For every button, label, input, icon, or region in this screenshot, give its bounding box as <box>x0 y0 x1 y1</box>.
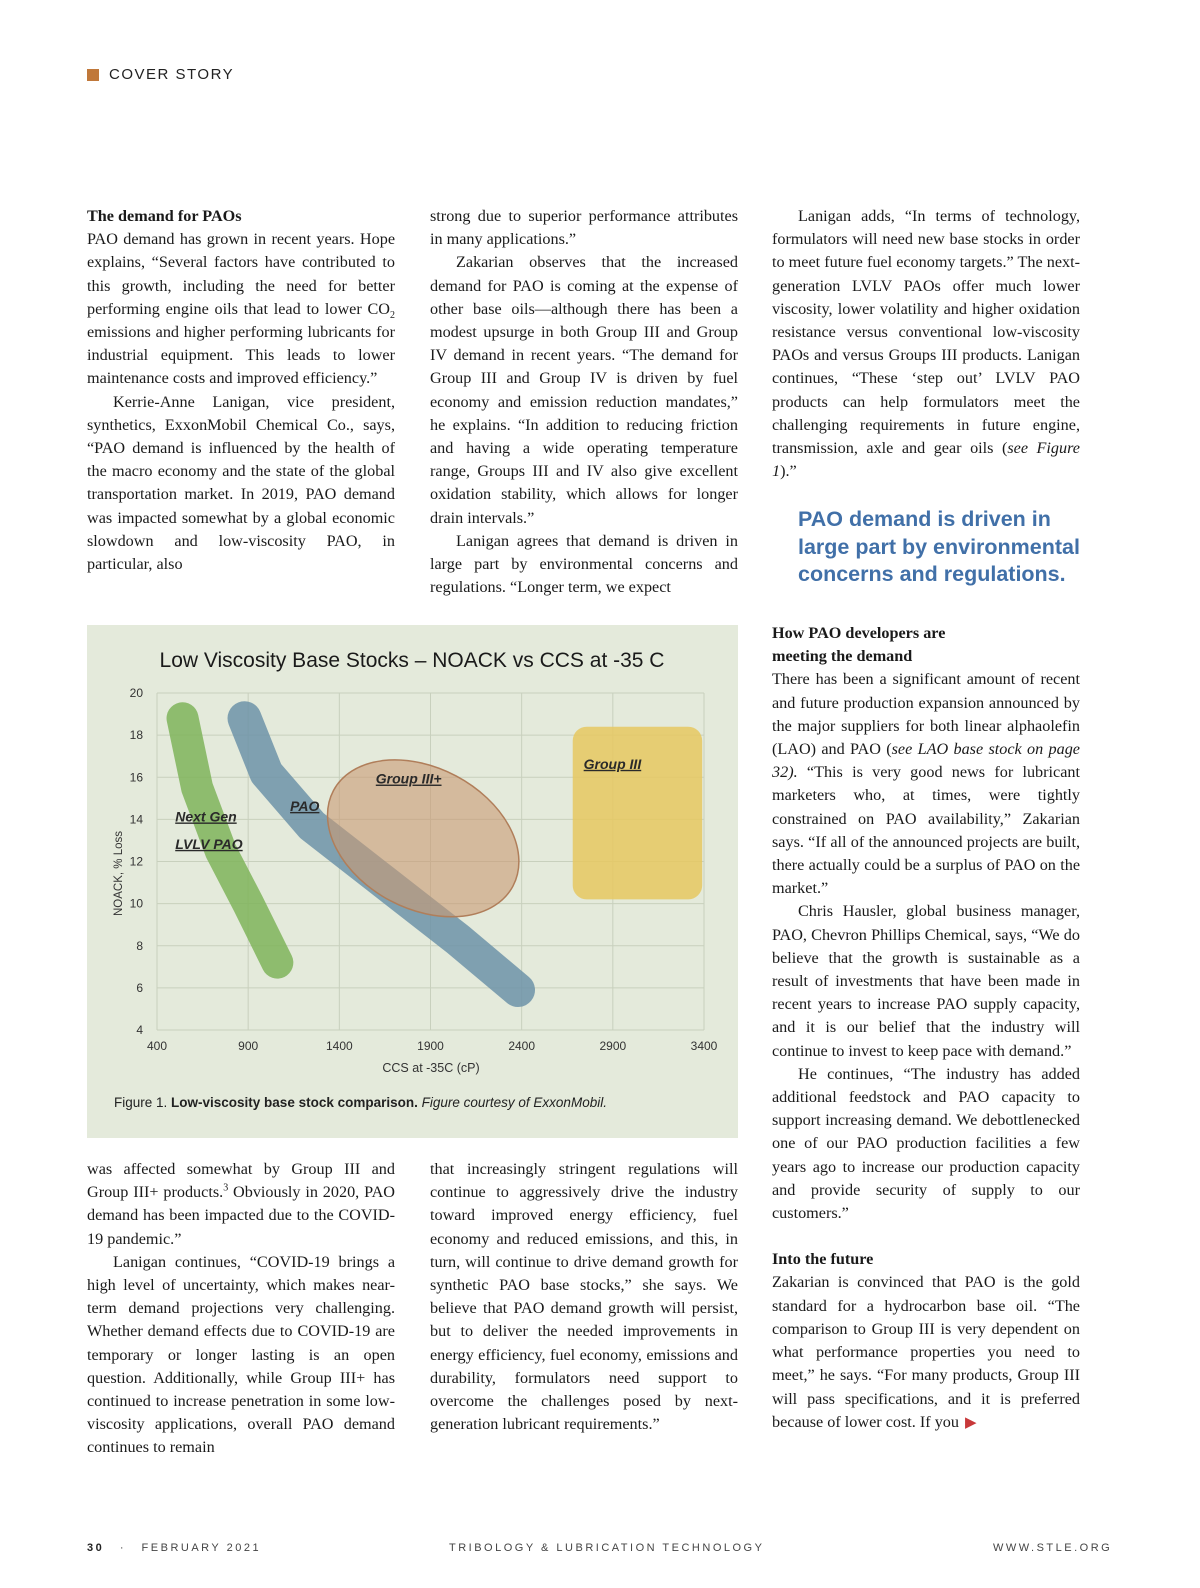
caption-label: Figure 1. <box>114 1095 172 1110</box>
x-tick-label: 2900 <box>599 1039 627 1053</box>
col3-p1-text-b: ).” <box>780 462 797 481</box>
col1-paragraph-2: Kerrie-Anne Lanigan, vice president, synthetics, ExxonMobil Chemical Co., says, “PAO demand is influenced by the health of the macro economy and the state of the global transportation market. In 2019, PAO demand was impacted somewhat by a global economic slowdown and low-viscosity PAO, in particular, also <box>87 392 395 574</box>
caption-bold: Low-viscosity base stock comparison. <box>171 1095 418 1110</box>
heading-demand: The demand for PAOs <box>87 207 242 225</box>
y-axis-label: NOACK, % Loss <box>113 831 125 916</box>
y-tick-label: 20 <box>129 686 143 700</box>
figure-1 <box>87 625 738 1138</box>
x-axis-label: CCS at -35C (cP) <box>382 1061 480 1075</box>
col3-p5-text: Zakarian is convinced that PAO is the gold standard for a hydrocarbon base oil. “The comparison to Group III is very dependent on what performance properties you need to meet,” he says. “For many products, Group III will pass specifications, and it is preferred because of lower cost. If you <box>772 1273 1080 1431</box>
y-tick-label: 14 <box>129 812 143 827</box>
heading-future: Into the future <box>772 1250 874 1269</box>
column-3-top <box>772 205 1080 483</box>
label-pao: PAO <box>290 797 320 814</box>
co2-subscript: 2 <box>390 310 395 322</box>
section-label: COVER STORY <box>109 66 235 83</box>
label-next-gen: Next Gen <box>175 808 237 825</box>
col3-paragraph-3: Chris Hausler, global business manager, PAO, Chevron Phillips Chemical, says, “We do believe that the growth is sustainable as a result of investments that have been made in recent years to increase PAO supply capacity, and it is our belief that the industry will continue to invest to keep pace with demand.” <box>772 902 1080 1060</box>
x-tick-label: 1900 <box>417 1039 444 1053</box>
chart-title: Low Viscosity Base Stocks – NOACK vs CCS at -35 C <box>159 649 665 672</box>
col1-paragraph-1 <box>87 228 395 390</box>
y-tick-label: 12 <box>129 854 143 869</box>
y-tick-label: 16 <box>129 770 143 785</box>
label-lvlv-pao: LVLV PAO <box>175 835 243 852</box>
x-tick-label: 1400 <box>325 1039 353 1053</box>
label-group-iii-plus: Group III+ <box>375 770 442 787</box>
column-1-bottom <box>87 1158 395 1460</box>
col3-p2-text-a: There has been a significant amount of recent and future production expansion announced by the major suppliers for both linear alphaolefin (LAO) and PAO ( <box>772 670 1080 759</box>
footnote-3: 3 <box>223 1182 229 1194</box>
col1b-paragraph-2: Lanigan continues, “COVID-19 brings a high level of uncertainty, which makes near-term demand projections very challenging. Whether demand effects due to COVID-19 are temporary or longer lasting is an open question. Additionally, while Group III+ has continued to increase penetration in some low-viscosity applications, overall PAO demand continues to remain <box>87 1252 395 1457</box>
heading-developers <box>772 622 1080 668</box>
col3-p1-text-a: Lanigan adds, “In terms of technology, formulators will need new base stocks in order to meet future fuel economy targets.” The next-generation LVLV PAOs offer much lower viscosity, lower volatility and higher oxidation resistance versus conventional low-viscosity PAOs and versus Groups III products. Lanigan continues, “These ‘step out’ LVLV PAO products can help formulators meet the challenging requirements in future engine, transmission, axle and gear oils ( <box>772 207 1080 458</box>
section-tag <box>87 66 234 83</box>
y-tick-label: 8 <box>136 938 143 953</box>
col2-paragraph-3: Lanigan agrees that demand is driven in large part by environmental concerns and regulations. “Longer term, we expect <box>430 531 738 597</box>
issue-date: FEBRUARY 2021 <box>141 1542 262 1554</box>
figure-reference: see Figure 1 <box>772 439 1080 481</box>
y-tick-label: 10 <box>129 896 143 911</box>
column-2-bottom <box>430 1158 738 1436</box>
label-group-iii: Group III <box>583 755 642 772</box>
pull-quote: PAO demand is driven in large part by environmental concerns and regulations. <box>798 507 1080 586</box>
x-tick-label: 900 <box>238 1039 259 1053</box>
figure-caption <box>114 1095 607 1110</box>
footer-url: WWW.STLE.ORG <box>993 1542 1113 1554</box>
col1b-paragraph-1 <box>87 1158 395 1251</box>
column-2-top <box>430 205 738 599</box>
chart-svg <box>87 625 738 1138</box>
y-tick-label: 4 <box>136 1023 143 1037</box>
footer-magazine: TRIBOLOGY & LUBRICATION TECHNOLOGY <box>449 1542 765 1554</box>
caption-credit: Figure courtesy of ExxonMobil. <box>417 1095 607 1110</box>
col1b-p1-text-a: was affected somewhat by Group III and Group III+ products. <box>87 1160 395 1202</box>
y-tick-label: 6 <box>136 980 143 995</box>
lao-reference: see LAO base stock on page 32). <box>772 740 1080 782</box>
col3-p2-text-b: “This is very good news for lubricant marketers who, at times, were tightly constrained on PAO availability,” Zakarian says. “If all of the announced projects are built, there actually could be a surplus of PAO on the market.” <box>772 763 1080 898</box>
col3-paragraph-1 <box>772 205 1080 483</box>
y-tick-label: 18 <box>129 728 143 743</box>
col1-p1-text-a: PAO demand has grown in recent years. Hope explains, “Several factors have contributed to this growth, including the need for better performing engine oils that lead to lower CO <box>87 230 395 318</box>
footer-dot: · <box>119 1542 126 1554</box>
heading-developers-line1: How PAO developers are <box>772 624 946 642</box>
col1b-p1-text-b: Obviously in 2020, PAO demand has been impacted due to the COVID-19 pandemic.” <box>87 1183 395 1248</box>
col2-paragraph-1: strong due to superior performance attributes in many applications.” <box>430 207 738 249</box>
page-number: 30 <box>87 1542 105 1554</box>
col3-paragraph-2 <box>772 668 1080 900</box>
series-region-group-iii <box>573 727 702 900</box>
col3-paragraph-5 <box>772 1271 1080 1434</box>
col2-paragraph-2: Zakarian observes that the increased demand for PAO is coming at the expense of other base oils—although there has been a modest upsurge in both Group III and Group IV demand in recent years. “The demand for Group III and Group IV is driven by fuel economy and emission reduction mandates,” he explains. “In addition to reducing friction and having a wide operating temperature range, Groups III and IV also give excellent oxidation stability, which allows for longer drain intervals.” <box>430 253 738 527</box>
x-tick-label: 3400 <box>690 1039 718 1053</box>
section-square-icon <box>87 69 99 81</box>
continue-arrow-icon: ▶ <box>965 1414 977 1431</box>
x-tick-label: 2400 <box>508 1039 536 1053</box>
col1-p1-text-b: emissions and higher performing lubricants for industrial equipment. This leads to lower maintenance costs and improved efficiency.” <box>87 323 395 388</box>
col2b-paragraph-1: that increasingly stringent regulations will continue to aggressively drive the industry toward improved energy efficiency, fuel economy and reduced emissions, and this, in turn, will continue to drive demand growth for synthetic PAO base stocks,” she says. We believe that PAO demand growth will persist, but to deliver the needed improvements in energy efficiency, fuel economy, emissions and durability, formulators need support to overcome the challenges posed by next-generation lubricant requirements.” <box>430 1160 738 1434</box>
x-tick-label: 400 <box>146 1039 168 1053</box>
col3-paragraph-4: He continues, “The industry has added additional feedstock and PAO capacity to support increasing demand. We debottlenecked one of our PAO production facilities a few years ago to increase our production capacity and provide security of supply to our customers.” <box>772 1064 1080 1223</box>
heading-developers-line2: meeting the demand <box>772 647 913 666</box>
footer-left <box>87 1542 261 1554</box>
column-3-bottom <box>772 622 1080 1435</box>
column-1-top <box>87 205 395 576</box>
